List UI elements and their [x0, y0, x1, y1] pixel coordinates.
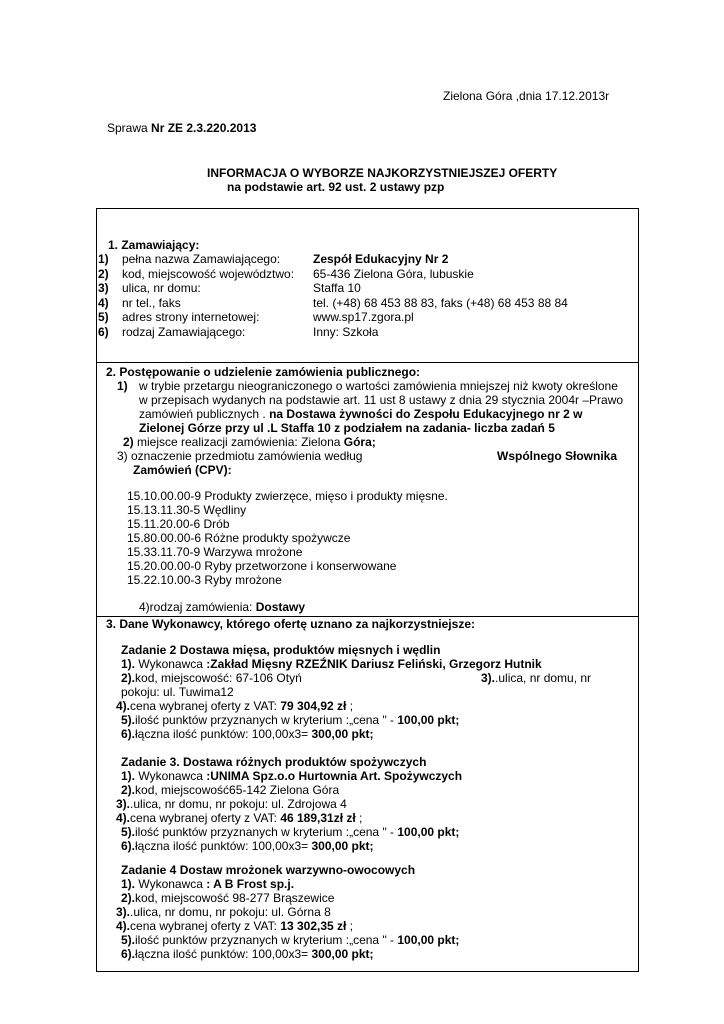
cpv-code-item: 15.20.00.00-0 Ryby przetworzone i konserwowane: [127, 559, 397, 573]
z3-price-value: 46 189,31zł zł: [280, 811, 356, 825]
s2-item3-cpv-label: Wspólnego Słownika: [497, 449, 618, 463]
z2-contractor: [121, 657, 542, 671]
z4-l4-num: 4).: [116, 919, 131, 933]
z4-points-value: 100,00 pkt;: [397, 933, 460, 947]
z2-l5-num: 5).: [121, 713, 136, 727]
s2-item3-cpv-label-cont: Zamówień (CPV):: [133, 463, 232, 477]
s2-item1-line1: w trybie przetargu nieograniczonego o wartości zamówienia mniejszej niż kwoty określone: [139, 379, 618, 393]
z2-title: Zadanie 2 Dostawa mięsa, produktów mięsnych i wędlin: [121, 643, 441, 657]
z2-l6-num: 6).: [121, 727, 136, 741]
case-number: Nr ZE 2.3.220.2013: [151, 121, 257, 135]
z3-l2-text: kod, miejscowość65-142 Zielona Góra: [135, 783, 340, 797]
z4-l4-tail: ;: [346, 919, 354, 933]
s1-row-label: adres strony internetowej:: [122, 310, 260, 324]
z2-l6-text: łączna ilość punktów: 100,00x3=: [135, 727, 312, 741]
z3-contractor: [121, 769, 462, 783]
z3-total-value: 300,00 pkt;: [311, 839, 374, 853]
cpv-code-item: 15.10.00.00-9 Produkty zwierzęce, mięso i produkty mięsne.: [127, 489, 448, 503]
z4-l6-num: 6).: [121, 947, 136, 961]
s2-item1-line4: Zielonej Górze przy ul .L Staffa 10 z podziałem na zadania- liczba zadań 5: [139, 421, 555, 435]
z2-l2-text: kod, miejscowość: 67-106 Otyń: [135, 671, 302, 685]
z2-l4-tail: ;: [346, 699, 354, 713]
z2-l5-text: ilość punktów przyznanych w kryterium :„cena " -: [135, 713, 398, 727]
s1-row-label: ulica, nr domu:: [122, 281, 201, 295]
z2-street-label: [481, 671, 591, 685]
z3-price: [116, 811, 362, 825]
z2-address: [121, 671, 302, 685]
z2-l3-num: 3).: [481, 671, 496, 685]
z3-total: [121, 839, 374, 853]
cpv-code-item: 15.22.10.00-3 Ryby mrożone: [127, 573, 282, 587]
s2-item2-number: 2): [123, 435, 134, 449]
s2-item2-bold: Góra;: [343, 435, 376, 449]
z4-l5-num: 5).: [121, 933, 136, 947]
cpv-code-item: 15.13.11.30-5 Wędliny: [127, 503, 247, 517]
s1-row-number: 1): [98, 252, 109, 266]
z4-title: Zadanie 4 Dostaw mrożonek warzywno-owocowych: [121, 863, 416, 877]
z4-contractor-name: : A B Frost sp.j.: [206, 877, 295, 891]
z2-points: [121, 713, 459, 727]
s2-item1-line3-bold: na Dostawa żywności do Zespołu Edukacyjnego nr 2 w: [269, 407, 583, 421]
cpv-code-item: 15.80.00.00-6 Różne produkty spożywcze: [127, 531, 351, 545]
z4-address: [121, 891, 334, 905]
z4-total-value: 300,00 pkt;: [311, 947, 374, 961]
s1-row-number: 4): [98, 295, 109, 310]
cpv-code-item: 15.11.20.00-6 Drób: [127, 517, 230, 531]
z3-l3-text: .ulica, nr domu, nr pokoju: ul. Zdrojowa 4: [130, 797, 347, 811]
document-title: INFORMACJA O WYBORZE NAJKORZYSTNIEJSZEJ OFERTY: [207, 166, 558, 180]
section3-heading: 3. Dane Wykonawcy, którego ofertę uznano za najkorzystniejsze:: [106, 617, 475, 631]
z3-address: [121, 783, 339, 797]
z2-total: [121, 727, 374, 741]
z4-contractor: [121, 877, 294, 891]
s1-row-label: nr tel., faks: [122, 295, 181, 310]
z4-l3-text: .ulica, nr domu, nr pokoju: ul. Górna 8: [130, 905, 331, 919]
z4-l3-num: 3).: [116, 905, 131, 919]
s1-row-label: pełna nazwa Zamawiającego:: [122, 252, 281, 266]
z3-title: Zadanie 3. Dostawa różnych produktów spożywczych: [121, 755, 427, 769]
s1-row-value: tel. (+48) 68 453 88 83, faks (+48) 68 453 88 84: [313, 295, 568, 310]
z3-l2-num: 2).: [121, 783, 136, 797]
s2-item4-text: 4)rodzaj zamówienia:: [139, 600, 256, 614]
s1-row-label: rodzaj Zamawiającego:: [122, 324, 246, 339]
z3-l6-text: łączna ilość punktów: 100,00x3=: [135, 839, 312, 853]
z2-l3-text: .ulica, nr domu, nr: [495, 671, 592, 685]
z3-l4-num: 4).: [116, 811, 131, 825]
s2-item1-number: 1): [117, 379, 128, 393]
z3-l6-num: 6).: [121, 839, 136, 853]
s1-row-number: 3): [98, 281, 109, 295]
section1-heading: 1. Zamawiający:: [108, 238, 200, 252]
z4-total: [121, 947, 374, 961]
s2-item1-line3: [139, 407, 582, 421]
z3-contractor-name: :UNIMA Spz.o.o Hurtownia Art. Spożywczych: [206, 769, 463, 783]
s1-row-value: www.sp17.zgora.pl: [313, 310, 414, 324]
z4-l2-text: kod, miejscowość 98-277 Brąszewice: [135, 891, 335, 905]
place-date: Zielona Góra ,dnia 17.12.2013r: [443, 89, 610, 103]
z4-points: [121, 933, 459, 947]
z2-contractor-name: :Zakład Mięsny RZEŹNIK Dariusz Feliński, Grzegorz Hutnik: [206, 657, 542, 671]
s1-row-value: Inny: Szkoła: [313, 324, 379, 339]
z3-points-value: 100,00 pkt;: [397, 825, 460, 839]
z3-l1-text: Wykonawca: [135, 769, 207, 783]
z3-l5-num: 5).: [121, 825, 136, 839]
s2-item1-line3-text: zamówień publicznych .: [139, 407, 270, 421]
s2-item2: [123, 435, 376, 449]
z2-l2-num: 2).: [121, 671, 136, 685]
z2-l4-text: cena wybranej oferty z VAT:: [130, 699, 281, 713]
s1-row-value: Staffa 10: [313, 281, 361, 295]
z4-l5-text: ilość punktów przyznanych w kryterium :„cena " -: [135, 933, 398, 947]
s1-row-number: 2): [98, 266, 109, 281]
z4-l1-num: 1).: [121, 877, 136, 891]
z4-street: [116, 905, 331, 919]
s1-row-number: 5): [98, 310, 109, 324]
document-subtitle: na podstawie art. 92 ust. 2 ustawy pzp: [227, 180, 445, 194]
z3-points: [121, 825, 459, 839]
z3-l1-num: 1).: [121, 769, 136, 783]
s2-item4-bold: Dostawy: [255, 600, 306, 614]
z3-l4-tail: ;: [355, 811, 363, 825]
z3-l4-text: cena wybranej oferty z VAT:: [130, 811, 281, 825]
z2-l1-num: 1).: [121, 657, 136, 671]
cpv-code-item: 15.33.11.70-9 Warzywa mrożone: [127, 545, 303, 559]
s2-item1-line2: w przepisach wydanych na podstawie art. 11 ust 8 ustawy z dnia 29 stycznia 2004r –Prawo: [139, 393, 624, 407]
section-divider-1: [96, 362, 638, 363]
z4-l6-text: łączna ilość punktów: 100,00x3=: [135, 947, 312, 961]
z4-price-value: 13 302,35 zł: [280, 919, 347, 933]
z4-l2-num: 2).: [121, 891, 136, 905]
z2-street: pokoju: ul. Tuwima12: [121, 685, 234, 699]
z3-l3-num: 3).: [116, 797, 131, 811]
case-label: Sprawa: [107, 121, 152, 135]
s2-item4: [139, 600, 305, 614]
s1-row-label: kod, miejscowość województwo:: [122, 266, 295, 281]
z2-l4-num: 4).: [116, 699, 131, 713]
z4-price: [116, 919, 353, 933]
z4-l1-text: Wykonawca: [135, 877, 207, 891]
z2-l1-text: Wykonawca: [135, 657, 207, 671]
s1-row-number: 6): [98, 324, 109, 339]
s1-row-value: Zespół Edukacyjny Nr 2: [313, 252, 449, 266]
case-reference: [107, 121, 256, 135]
z2-price-value: 79 304,92 zł: [280, 699, 347, 713]
s2-item2-text: miejsce realizacji zamówienia: Zielona: [133, 435, 344, 449]
z2-price: [116, 699, 353, 713]
s1-row-value: 65-436 Zielona Góra, lubuskie: [313, 266, 474, 281]
z3-street: [116, 797, 347, 811]
z2-points-value: 100,00 pkt;: [397, 713, 460, 727]
z4-l4-text: cena wybranej oferty z VAT:: [130, 919, 281, 933]
s2-item3-text: 3) oznaczenie przedmiotu zamówienia według: [117, 449, 363, 463]
section2-heading: 2. Postępowanie o udzielenie zamówienia publicznego:: [106, 365, 421, 379]
z3-l5-text: ilość punktów przyznanych w kryterium :„cena " -: [135, 825, 398, 839]
z2-total-value: 300,00 pkt;: [311, 727, 374, 741]
